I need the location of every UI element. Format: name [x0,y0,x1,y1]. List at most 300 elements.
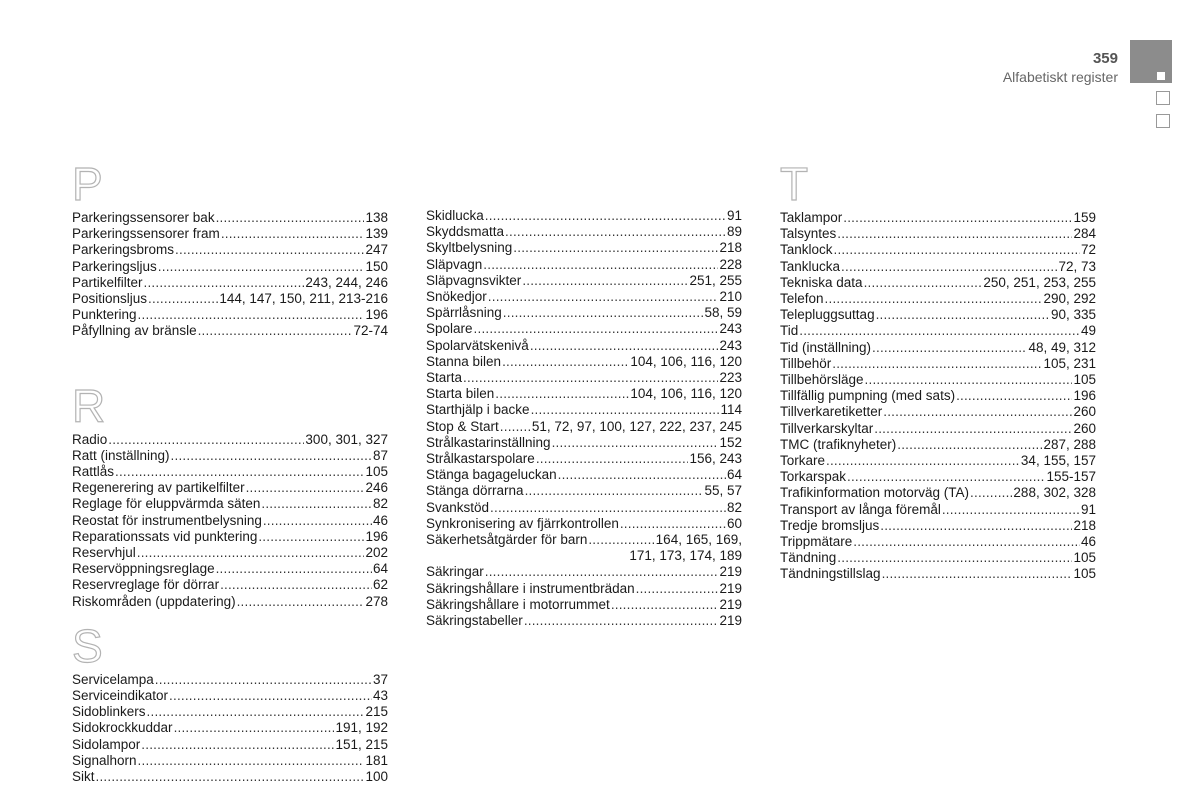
dot-leader [843,210,1072,226]
entry-term: Parkeringssensorer fram [72,226,220,242]
entry-page-refs: 104, 106, 116, 120 [630,386,742,402]
dot-leader [837,550,1072,566]
entry-term: Starta bilen [426,386,495,402]
chapter-tab-marker-icon [1157,72,1165,80]
dot-leader [530,338,719,354]
entry-term: Telepluggsuttag [780,307,875,323]
entry-page-refs: 87 [372,447,388,463]
dot-leader [138,307,365,323]
dot-leader [263,513,372,529]
index-entry [780,259,1096,275]
entry-page-refs: 104, 106, 116, 120 [630,353,742,369]
entry-term: Ratt (inställning) [72,447,170,463]
index-entry [426,435,742,451]
index-entry [72,513,388,529]
entry-term: Riskområden (uppdatering) [72,593,236,609]
index-entry [72,672,388,688]
entry-page-refs: 219 [719,564,742,580]
dot-leader [826,453,1020,469]
entry-page-refs: 288, 302, 328 [1013,485,1096,501]
dot-leader [799,323,1080,339]
index-entry [426,564,742,580]
entry-term: Säkringshållare i instrumentbrädan [426,580,635,596]
index-entry [426,581,742,597]
entry-term: Sidoblinkers [72,704,146,720]
index-entry [426,257,742,273]
index-entry [72,464,388,480]
entry-page-refs: 72-74 [353,323,388,339]
entry-term: Tillbehör [780,355,832,371]
entry-page-refs: 105 [365,464,388,480]
dot-leader [108,432,304,448]
entry-term: Tid (inställning) [780,339,872,355]
index-group [780,160,1096,583]
entry-term: Tillverkaretiketter [780,404,883,420]
entry-term: Strålkastarinställning [426,434,551,450]
entry-term: Serviceindikator [72,688,169,704]
dot-leader [522,273,688,289]
index-entry [72,291,388,307]
entry-page-refs: 105 [1073,372,1096,388]
index-entry [72,275,388,291]
entry-page-refs: 218 [719,240,742,256]
index-entry [72,769,388,785]
dot-leader [942,502,1080,518]
index-entry [780,275,1096,291]
dot-leader [463,370,718,386]
entry-term: Trippmätare [780,534,853,550]
entry-term: Torkare [780,453,826,469]
dot-leader [500,419,531,435]
index-group [72,619,388,785]
entry-term: Rattlås [72,464,115,480]
dot-leader [837,226,1072,242]
entry-page-refs: 72 [1080,242,1096,258]
index-entry [426,273,742,289]
entry-page-refs: 246 [365,480,388,496]
entry-page-refs: 91 [726,208,742,223]
entry-term: Sidolampor [72,736,141,752]
entry-term: Reglage för eluppvärmda säten [72,496,261,512]
entry-page-refs: 300, 301, 327 [305,431,388,447]
dot-leader [198,323,353,339]
dot-leader [96,769,365,785]
entry-term: Skyddsmatta [426,224,505,240]
index-entry [780,323,1096,339]
entry-page-refs: 34, 155, 157 [1020,453,1096,469]
entry-page-refs: 290, 292 [1043,291,1096,307]
dot-leader [513,240,718,256]
dot-leader [221,226,365,242]
index-entry [780,226,1096,242]
chapter-tab-block [1130,40,1172,83]
entry-term: Sidokrockkuddar [72,720,173,736]
entry-page-refs: 223 [719,370,742,386]
dot-leader [834,242,1080,258]
entry-page-refs: 105, 231 [1043,355,1096,371]
entry-page-refs: 100 [365,769,388,785]
dot-leader [137,545,365,561]
entry-page-refs: 243, 244, 246 [305,274,388,290]
index-entry [426,240,742,256]
dot-leader [147,704,365,720]
index-entry [780,307,1096,323]
index-entry [780,469,1096,485]
dot-leader [611,597,719,613]
entry-page-refs: 105 [1073,566,1096,582]
dot-leader [883,404,1072,420]
index-entry [72,561,388,577]
entry-term: Tekniska data [780,274,863,290]
index-entry [72,432,388,448]
entry-term: Säkerhetsåtgärder för barn [426,532,588,548]
entry-term: Reservreglage för dörrar [72,577,220,593]
entry-page-refs: 55, 57 [704,483,742,499]
entry-term: Säkringshållare i motorrummet [426,596,610,612]
dot-leader [171,448,372,464]
dot-leader [503,305,704,321]
index-entry [780,566,1096,582]
dot-leader [620,516,726,532]
entry-page-refs: 278 [365,593,388,609]
index-entry [780,388,1096,404]
dot-leader [876,307,1050,323]
index-entry [426,451,742,467]
entry-term: Stop & Start [426,418,499,434]
entry-page-refs: 284 [1073,226,1096,242]
entry-page-refs: 196 [365,307,388,323]
dot-leader [505,224,726,240]
entry-page-refs: 91 [1080,501,1096,517]
index-entry [426,597,742,613]
page-number: 359 [1092,50,1118,67]
dot-leader [175,242,364,258]
index-entry [72,545,388,561]
entry-term: Tändning [780,550,837,566]
dot-leader [141,737,334,753]
dot-leader [155,672,372,688]
dot-leader [246,480,365,496]
entry-term: Tillfällig pumpning (med sats) [780,388,956,404]
index-entry [780,210,1096,226]
index-entry [426,402,742,418]
index-entry [426,386,742,402]
entry-term: Stänga bagageluckan [426,467,557,483]
entry-term: Stanna bilen [426,353,502,369]
index-entry [780,291,1096,307]
dot-leader [874,421,1072,437]
entry-term: Strålkastarspolare [426,451,535,467]
entry-page-refs: 210 [719,289,742,305]
entry-page-refs: 191, 192 [335,720,388,736]
index-column-left [72,160,388,785]
dot-leader [258,529,364,545]
entry-page-refs: 287, 288 [1043,436,1096,452]
index-entry [72,496,388,512]
index-entry [426,289,742,305]
entry-term: Skyltbelysning [426,240,513,256]
entry-term: Tillverkarskyltar [780,420,874,436]
entry-page-refs: 139 [365,226,388,242]
dot-leader [261,496,372,512]
entry-term: Säkringstabeller [426,613,523,629]
entry-term: Snökedjor [426,289,487,305]
entry-term: Sikt [72,769,95,785]
entry-page-refs: 64 [726,467,742,483]
index-entry [426,338,742,354]
entry-page-refs: 247 [365,242,388,258]
entry-term: Säkringar [426,564,484,580]
entry-page-refs: 89 [726,224,742,240]
dot-leader [485,564,719,580]
entry-page-refs: 144, 147, 150, 211, 213-216 [219,291,388,307]
entry-term: Taklampor [780,210,843,225]
dot-leader [158,259,365,275]
entry-page-refs: 114 [720,402,742,418]
entry-term: Släpvagn [426,256,483,272]
dot-leader [897,437,1042,453]
entry-page-refs: 151, 215 [335,736,388,752]
dot-leader [138,753,365,769]
index-entry [72,753,388,769]
index-group [426,208,742,629]
index-entry [780,340,1096,356]
dot-leader [474,321,719,337]
entry-page-refs: 46 [1080,534,1096,550]
entry-page-refs: 202 [365,545,388,561]
entry-page-refs: 62 [372,577,388,593]
index-entry [72,737,388,753]
entry-page-refs-continued: 171, 173, 174, 189 [629,548,742,564]
dot-leader [825,291,1043,307]
index-entry [72,704,388,720]
dot-leader [488,289,719,305]
dot-leader [485,208,726,224]
dot-leader [483,257,718,273]
index-entry [426,532,742,548]
dot-leader [636,581,719,597]
index-entry [426,321,742,337]
dot-leader [490,500,726,516]
entry-term: Svankstöd [426,499,490,515]
dot-leader [832,356,1042,372]
entry-page-refs: 49 [1080,323,1096,339]
index-letter-heading: S [72,619,103,672]
entry-term: Reparationssats vid punktering [72,528,258,544]
entry-term: Parkeringssensorer bak [72,210,215,225]
index-entry [780,437,1096,453]
entry-term: Spolare [426,321,473,337]
dot-leader [864,275,983,291]
index-entry [780,356,1096,372]
entry-page-refs: 105 [1073,550,1096,566]
entry-term: Spolarvätskenivå [426,337,529,353]
dot-leader [536,451,689,467]
entry-term: Telefon [780,291,824,307]
section-title: Alfabetiskt register [1002,69,1118,85]
entry-page-refs: 218 [1073,517,1096,533]
index-entry [72,720,388,736]
entry-page-refs: 152 [719,434,742,450]
entry-page-refs: 82 [372,496,388,512]
dot-leader [558,467,726,483]
entry-page-refs: 150 [365,258,388,274]
entry-term: Släpvagnsvikter [426,272,522,288]
index-entry [72,529,388,545]
index-letter-heading: R [72,379,106,432]
index-entry [426,370,742,386]
index-entry [780,550,1096,566]
entry-term: Signalhorn [72,752,137,768]
entry-page-refs: 181 [365,752,388,768]
entry-term: Stänga dörrarna [426,483,524,499]
entry-page-refs: 260 [1073,404,1096,420]
index-letter-heading: P [72,158,103,210]
entry-page-refs: 250, 251, 253, 255 [983,274,1096,290]
dot-leader [495,386,629,402]
dot-leader [865,372,1073,388]
entry-term: Radio [72,431,108,447]
entry-term: Reostat för instrumentbelysning [72,512,262,528]
entry-page-refs: 155-157 [1046,469,1096,485]
entry-page-refs: 138 [365,210,388,225]
entry-term: Partikelfilter [72,274,143,290]
entry-page-refs: 60 [726,515,742,531]
dot-leader [144,275,305,291]
entry-term: Positionsljus [72,291,148,307]
entry-term: Tredje bromsljus [780,517,880,533]
entry-page-refs: 243 [719,337,742,353]
entry-page-refs: 196 [365,528,388,544]
dot-leader [531,402,720,418]
entry-term: Starta [426,370,463,386]
chapter-tab-box-icon [1156,91,1170,105]
index-entry [426,208,742,224]
index-entry [426,354,742,370]
entry-page-refs: 48, 49, 312 [1028,339,1096,355]
entry-term: Reservöppningsreglage [72,561,215,577]
index-entry [426,305,742,321]
entry-term: Regenerering av partikelfilter [72,480,245,496]
entry-page-refs: 219 [719,580,742,596]
entry-term: Starthjälp i backe [426,402,530,418]
entry-page-refs: 243 [719,321,742,337]
entry-page-refs: 58, 59 [704,305,742,321]
index-entry [72,242,388,258]
index-entry [780,518,1096,534]
index-entry [72,323,388,339]
dot-leader [872,340,1027,356]
index-entry [72,594,388,610]
index-column-middle [426,208,742,629]
entry-page-refs: 82 [726,499,742,515]
entry-term: Trafikinformation motorväg (TA) [780,485,970,501]
index-entry [426,419,742,435]
index-entry [780,242,1096,258]
entry-term: Påfyllning av bränsle [72,323,197,339]
entry-term: Skidlucka [426,208,484,223]
index-entry [426,224,742,240]
chapter-tab-box-icon [1156,114,1170,128]
dot-leader [552,435,719,451]
index-entry [72,448,388,464]
entry-page-refs: 159 [1073,210,1096,225]
index-column-right [780,160,1096,583]
index-group [72,379,388,610]
index-entry [426,483,742,499]
entry-term: Punktering [72,307,137,323]
dot-leader [847,469,1045,485]
index-entry [72,226,388,242]
entry-page-refs: 51, 72, 97, 100, 127, 222, 237, 245 [531,418,742,434]
dot-leader [970,485,1012,501]
index-entry [72,577,388,593]
index-letter-heading: T [780,158,809,210]
index-entry [72,480,388,496]
entry-page-refs: 43 [372,688,388,704]
dot-leader [237,594,365,610]
entry-term: Tändningstillslag [780,566,881,582]
entry-term: Transport av långa föremål [780,501,941,517]
entry-term: Synkronisering av fjärrkontrollen [426,515,619,531]
dot-leader [216,210,365,226]
dot-leader [525,483,704,499]
dot-leader [853,534,1080,550]
entry-page-refs: 251, 255 [689,272,742,288]
index-entry [72,307,388,323]
dot-leader [956,388,1072,404]
index-entry [780,421,1096,437]
index-entry [780,502,1096,518]
dot-leader [148,291,218,307]
dot-leader [115,464,364,480]
index-entry [780,372,1096,388]
entry-page-refs: 37 [372,671,388,687]
entry-page-refs: 219 [719,596,742,612]
dot-leader [841,259,1057,275]
entry-page-refs: 156, 243 [689,451,742,467]
index-entry [426,467,742,483]
entry-term: Spärrlåsning [426,305,502,321]
index-entry [780,453,1096,469]
dot-leader [502,354,629,370]
entry-page-refs: 215 [365,704,388,720]
dot-leader [882,566,1073,582]
entry-term: TMC (trafiknyheter) [780,436,897,452]
dot-leader [169,688,372,704]
index-entry [780,404,1096,420]
entry-page-refs: 64 [372,561,388,577]
entry-page-refs: 46 [372,512,388,528]
entry-term: Parkeringsbroms [72,242,175,258]
entry-term: Talsyntes [780,226,837,242]
index-group [72,160,388,340]
index-entry [426,613,742,629]
entry-term: Tanklucka [780,258,841,274]
index-entry [426,500,742,516]
entry-page-refs: 260 [1073,420,1096,436]
index-entry [72,210,388,226]
entry-page-refs: 219 [719,613,742,629]
dot-leader [880,518,1072,534]
entry-term: Torkarspak [780,469,847,485]
dot-leader [220,577,372,593]
entry-term: Parkeringsljus [72,258,157,274]
entry-page-refs: 196 [1073,388,1096,404]
dot-leader [588,532,654,548]
entry-term: Tanklock [780,242,833,258]
index-entry [426,516,742,532]
